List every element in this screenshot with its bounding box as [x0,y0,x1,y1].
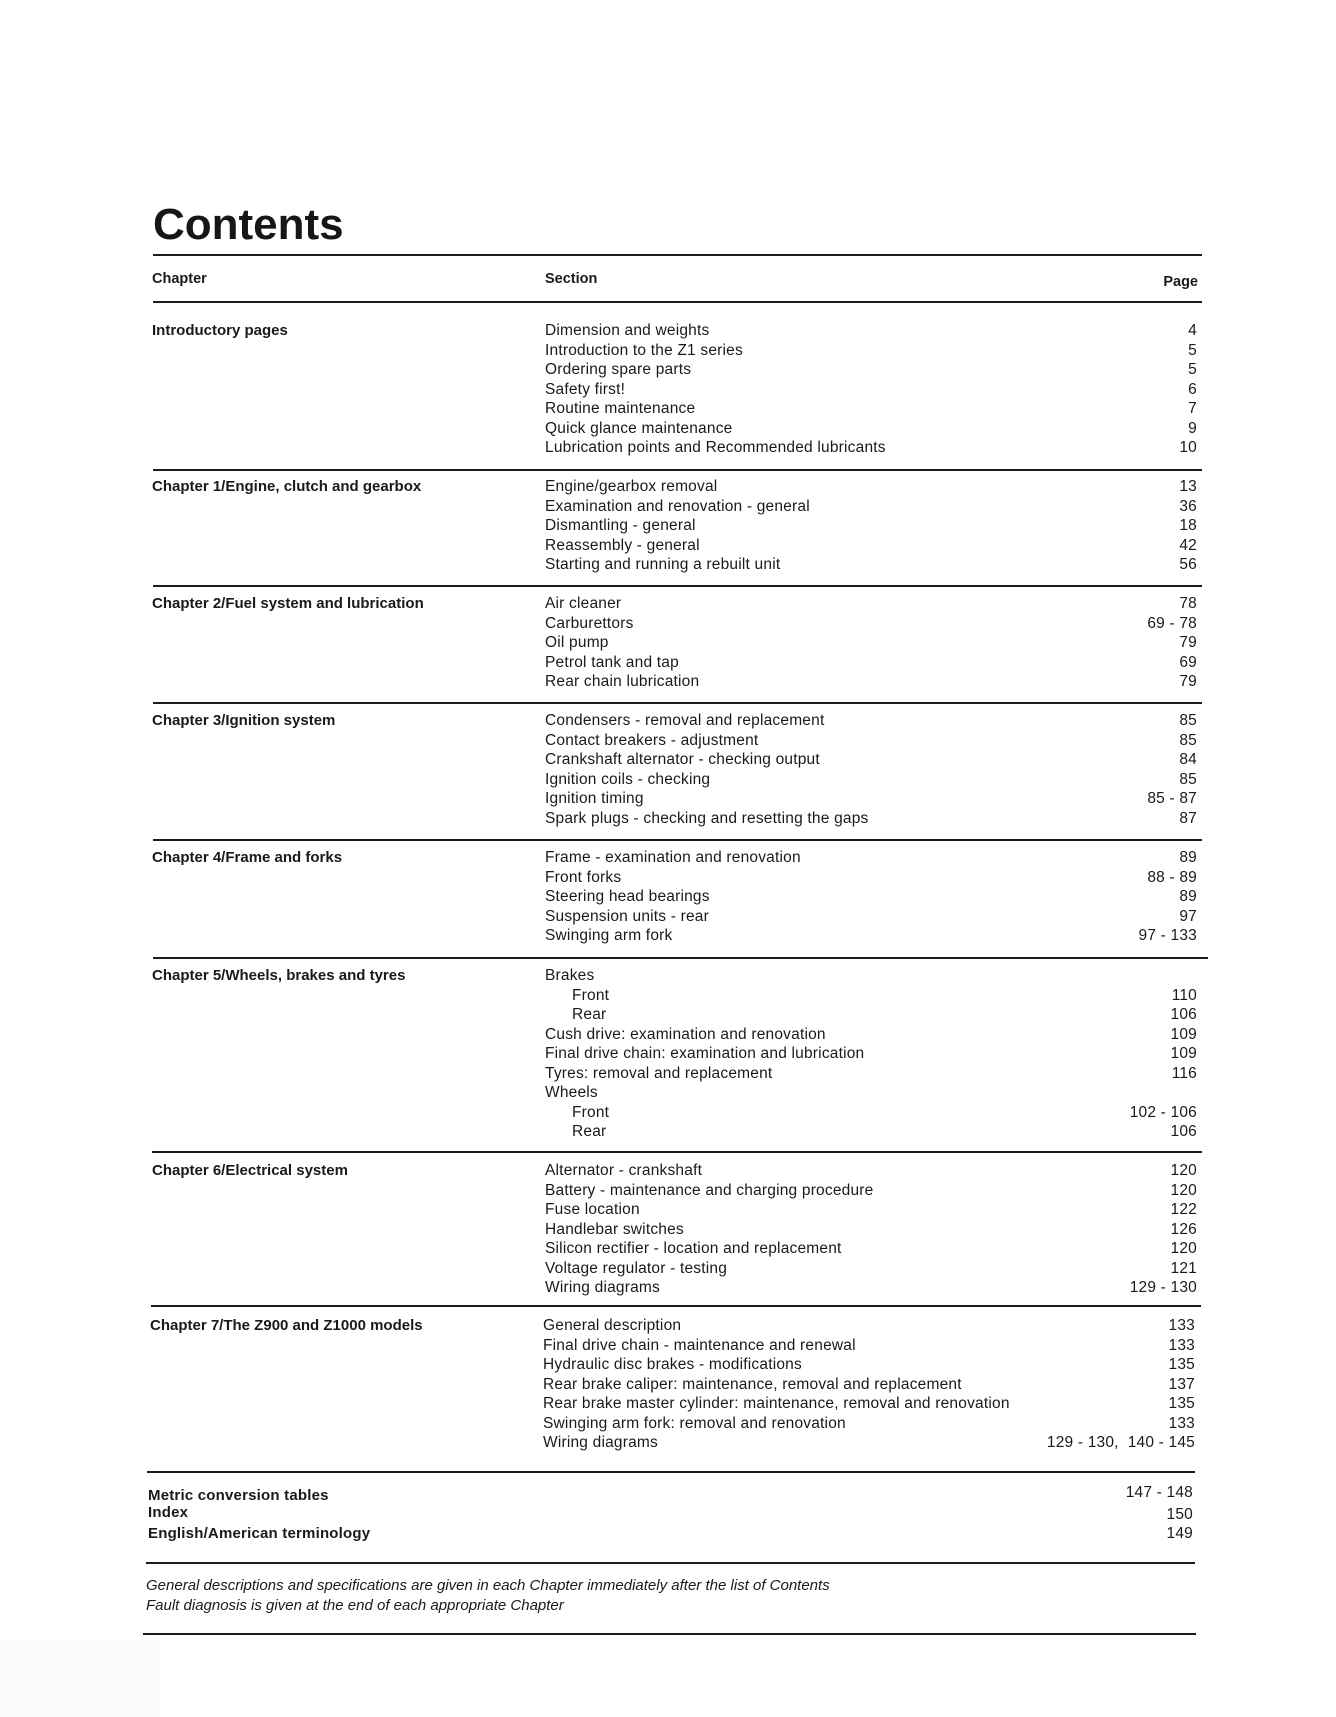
chapter-label: Chapter 4/Frame and forks [152,849,343,866]
note-line: Fault diagnosis is given at the end of each appropriate Chapter [146,1596,564,1614]
page-number: 36 [1179,497,1197,515]
page-number: 4 [1188,322,1197,339]
page-number: 85 [1179,731,1197,749]
page-number: 69 - 78 [1147,614,1197,632]
toc-entry[interactable] [543,1316,1195,1336]
section-title: Routine maintenance [545,400,696,417]
page-number: 122 [1170,1201,1197,1218]
toc-entry[interactable] [545,497,1197,517]
page-number: 129 - 130, 140 - 145 [1046,1434,1195,1451]
page-number: 87 [1179,809,1197,827]
page-number: 78 [1179,595,1197,612]
group-divider [153,839,1202,841]
toc-entry[interactable] [545,1044,1197,1064]
page-number: 89 [1179,888,1197,905]
toc-entry[interactable] [543,1414,1195,1434]
section-title: Condensers - removal and replacement [545,712,825,729]
page-number: 120 [1170,1240,1197,1257]
chapter-label: Chapter 5/Wheels, brakes and tyres [152,967,406,984]
toc-entry[interactable] [545,907,1197,927]
page-number: 5 [1188,361,1197,378]
page-number: 106 [1170,1123,1197,1140]
section-title: Alternator - crankshaft [545,1162,703,1179]
section-title: Petrol tank and tap [545,653,679,671]
page-number: 109 [1170,1045,1197,1062]
toc-entry[interactable] [543,1394,1195,1414]
page-number: 42 [1179,536,1197,554]
column-header-section: Section [545,271,598,287]
toc-entry[interactable] [543,1375,1195,1395]
section-list [545,594,1197,692]
toc-entry[interactable] [545,380,1197,400]
section-title: Introduction to the Z1 series [545,341,743,359]
section-title: Rear brake master cylinder: maintenance, removal and renovation [543,1395,1010,1412]
section-title: Reassembly - general [545,536,700,554]
chapter-label: Chapter 7/The Z900 and Z1000 models [150,1317,423,1334]
toc-entry[interactable] [545,1181,1197,1201]
section-title: Front forks [545,868,622,886]
section-title: Suspension units - rear [545,907,709,925]
section-title: Crankshaft alternator - checking output [545,751,820,768]
section-title: Swinging arm fork: removal and renovation [543,1414,846,1432]
section-title: Quick glance maintenance [545,419,733,437]
section-title: Dimension and weights [545,322,710,339]
section-title: Rear brake caliper: maintenance, removal and replacement [543,1375,962,1393]
section-title: Lubrication points and Recommended lubricants [545,439,886,456]
section-list [545,711,1197,828]
toc-appendix [148,1483,1193,1544]
toc-entry[interactable] [545,672,1197,692]
toc-subentry[interactable] [545,1103,1197,1123]
page-number: 129 - 130 [1129,1279,1197,1296]
section-title: Steering head bearings [545,888,710,905]
section-title: Examination and renovation - general [545,497,810,515]
toc-subentry[interactable] [545,1122,1197,1142]
page-number: 102 - 106 [1129,1103,1197,1121]
toc-entry[interactable] [545,1278,1197,1298]
toc-entry[interactable] [545,887,1197,907]
group-divider [151,1305,1201,1307]
toc-entry[interactable] [545,1161,1197,1181]
section-title: Carburettors [545,614,634,632]
section-title: General description [543,1317,682,1334]
toc-entry[interactable] [545,1239,1197,1259]
section-title: Spark plugs - checking and resetting the gaps [545,809,869,827]
toc-entry[interactable] [545,731,1197,751]
page-number: 89 [1179,849,1197,866]
section-title: Battery - maintenance and charging procedure [545,1181,874,1199]
section-title: Dismantling - general [545,517,696,534]
appendix-bottom-rule [146,1562,1195,1564]
page-number: 147 - 148 [1125,1484,1193,1501]
chapter-label: Chapter 1/Engine, clutch and gearbox [152,478,422,495]
section-title: Silicon rectifier - location and replacement [545,1240,842,1257]
header-bottom-rule [153,301,1202,303]
page-number: 133 [1168,1414,1195,1432]
section-title: Ignition coils - checking [545,770,711,788]
chapter-label: Introductory pages [152,322,288,339]
section-title: Rear chain lubrication [545,673,700,690]
toc-entry[interactable] [148,1483,1193,1503]
toc-entry[interactable] [545,614,1197,634]
page-number: 97 [1179,907,1197,925]
page-number: 7 [1188,400,1197,417]
section-title: Front [572,986,610,1004]
page-number: 120 [1170,1162,1197,1179]
page-number: 97 - 133 [1138,927,1197,944]
chapter-label: Chapter 2/Fuel system and lubrication [152,595,424,612]
group-divider [153,702,1202,704]
contents-notes [146,1576,830,1615]
header-top-rule [153,254,1202,256]
toc-entry[interactable] [545,809,1197,829]
page-number: 5 [1188,341,1197,359]
group-divider [153,469,1202,471]
toc-entry[interactable] [545,516,1197,536]
page-number: 110 [1171,986,1197,1004]
toc-entry[interactable] [545,536,1197,556]
toc-entry[interactable] [545,1025,1197,1045]
section-title: Starting and running a rebuilt unit [545,556,781,573]
page-title: Contents [153,200,344,249]
group-divider [153,585,1202,587]
toc-entry[interactable] [545,1259,1197,1279]
toc-entry[interactable] [545,1064,1197,1084]
toc-entry[interactable] [545,1083,1197,1103]
group-divider [147,1471,1195,1473]
section-title: Metric conversion tables [148,1487,329,1504]
section-title: Ordering spare parts [545,361,692,378]
page-number: 85 [1179,770,1197,788]
section-title: Handlebar switches [545,1220,684,1238]
toc-entry[interactable] [545,633,1197,653]
toc-entry[interactable] [545,321,1197,341]
section-title: Contact breakers - adjustment [545,731,759,749]
page-number: 79 [1179,673,1197,690]
toc-entry[interactable] [545,711,1197,731]
group-divider [152,1151,1202,1153]
chapter-label: Chapter 3/Ignition system [152,712,336,729]
section-title: Ignition timing [545,790,644,807]
page-number: 135 [1168,1356,1195,1373]
toc-entry[interactable] [545,594,1197,614]
page-number: 18 [1179,517,1197,534]
section-title: Brakes [545,967,595,984]
toc-entry[interactable] [148,1524,1193,1544]
page-number: 120 [1170,1181,1197,1199]
section-list [543,1316,1195,1453]
section-title: Swinging arm fork [545,927,673,944]
toc-entry[interactable] [545,360,1197,380]
scan-margin-shade [0,1640,160,1717]
page-number: 79 [1179,634,1197,651]
toc-entry[interactable] [545,750,1197,770]
chapter-label: Chapter 6/Electrical system [152,1162,348,1179]
section-list [545,966,1197,1142]
section-title: Hydraulic disc brakes - modifications [543,1356,802,1373]
toc-entry[interactable] [543,1355,1195,1375]
section-title: Final drive chain: examination and lubrication [545,1045,865,1062]
toc-entry[interactable] [545,848,1197,868]
toc-entry[interactable] [545,438,1197,458]
toc-entry[interactable] [545,770,1197,790]
toc-entry[interactable] [545,1220,1197,1240]
column-header-page: Page [1163,274,1198,290]
section-list [545,848,1197,946]
section-title: Air cleaner [545,595,622,612]
page-number: 149 [1166,1525,1193,1542]
toc-entry[interactable] [543,1336,1195,1356]
section-title: Wiring diagrams [543,1434,658,1451]
page-number: 106 [1170,1006,1197,1023]
section-title: Cush drive: examination and renovation [545,1025,826,1043]
page-number: 133 [1168,1336,1195,1354]
footer-rule [143,1633,1196,1635]
page-number: 10 [1179,439,1197,456]
section-title: Rear [572,1123,607,1140]
page-number: 13 [1179,478,1197,495]
section-list [545,477,1197,575]
page-number: 85 - 87 [1147,790,1197,807]
toc-entry[interactable] [545,341,1197,361]
toc-entry[interactable] [545,1200,1197,1220]
toc-entry[interactable] [545,555,1197,575]
section-title: Fuse location [545,1201,640,1218]
section-title: Frame - examination and renovation [545,849,801,866]
page-number: 126 [1170,1220,1197,1238]
section-title: Index [148,1504,189,1521]
page-number: 69 [1179,653,1197,671]
page-number: 116 [1171,1064,1197,1082]
section-title: Wheels [545,1084,598,1101]
section-title: Safety first! [545,380,626,398]
page-number: 109 [1170,1025,1197,1043]
section-title: English/American terminology [148,1525,371,1542]
page-number: 121 [1170,1259,1197,1277]
toc-entry[interactable] [543,1433,1195,1453]
page-number: 88 - 89 [1147,868,1197,886]
page-number: 137 [1168,1375,1195,1393]
section-list [545,321,1197,458]
toc-entry[interactable] [545,926,1197,946]
toc-entry[interactable] [545,399,1197,419]
toc-entry[interactable] [545,477,1197,497]
toc-entry[interactable] [545,966,1197,986]
section-title: Oil pump [545,634,609,651]
section-title: Final drive chain - maintenance and renewal [543,1336,856,1354]
toc-subentry[interactable] [545,1005,1197,1025]
page-number: 9 [1188,419,1197,437]
toc-subentry[interactable] [545,986,1197,1006]
page-number: 150 [1166,1506,1193,1523]
section-title: Tyres: removal and replacement [545,1064,773,1082]
page-number: 135 [1168,1395,1195,1412]
page-number: 133 [1168,1317,1195,1334]
note-line: General descriptions and specifications are given in each Chapter immediately after the list of Contents [146,1577,830,1594]
page-number: 84 [1179,751,1197,768]
group-divider [153,957,1208,959]
section-list [545,1161,1197,1298]
section-title: Wiring diagrams [545,1279,660,1296]
toc-entry[interactable] [545,868,1197,888]
page-number: 6 [1188,380,1197,398]
toc-entry[interactable] [545,789,1197,809]
toc-entry[interactable] [148,1503,1193,1524]
section-title: Engine/gearbox removal [545,478,718,495]
column-header-chapter: Chapter [152,271,207,287]
section-title: Rear [572,1006,607,1023]
toc-entry[interactable] [545,419,1197,439]
toc-entry[interactable] [545,653,1197,673]
page-number: 56 [1179,556,1197,573]
section-title: Voltage regulator - testing [545,1259,728,1277]
page-number: 85 [1179,712,1197,729]
section-title: Front [572,1103,610,1121]
